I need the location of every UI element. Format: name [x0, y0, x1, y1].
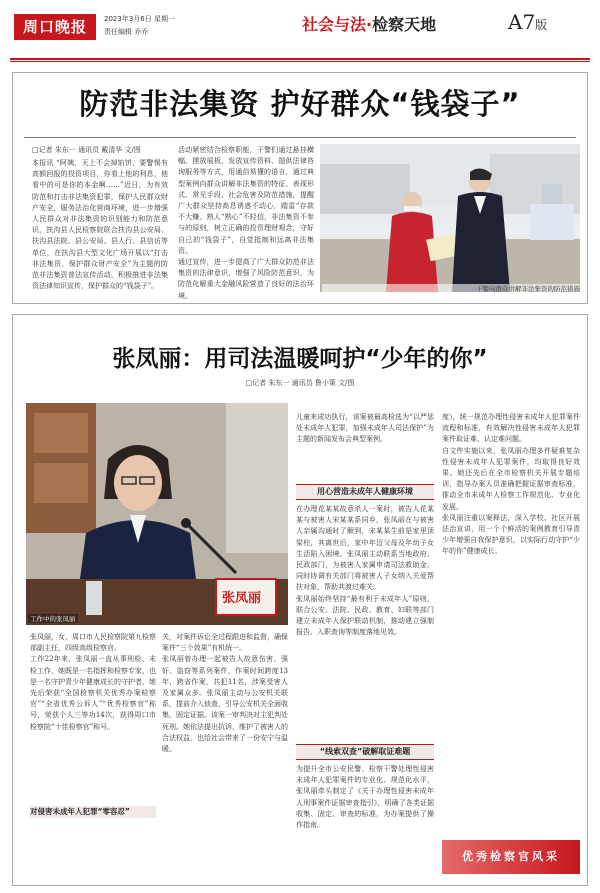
- article-2-column-3-end: 为提升全市公安民警、检察干警处理性侵害未成年人犯罪案件的专业化、规范化水平，张凤丽牵头制定了《关于办理性侵害未成年人刑事案件证据审查指引》，明确了各类证据收集、固定、审查的标准，为办案提供了操作指南。: [296, 765, 434, 830]
- article-1-byline: □记者 朱东一 通讯员 戴清华 文/图: [32, 146, 141, 154]
- header-rule: [10, 58, 590, 60]
- article-2-photo-caption: 工作中的张凤丽: [30, 615, 76, 623]
- article-2-byline: □记者 朱东一 通讯员 鲁小策 文/图: [245, 379, 355, 387]
- article-2-photo: [26, 403, 288, 625]
- article-2-column-3-body: 在办理花某某故意杀人一案时，被告人花某某与被害人宋某某系同乡，张凤丽在与被害人亲属沟通时了解到，宋某某生前是家里顶梁柱，其离世后，家中年迈父母及年幼子女生活陷入困境。张凤丽主动联系当地政府、民政部门，为被害人家属申请司法救助金，同时协调有关部门将被害人子女纳入关爱帮扶对象，帮助其渡过难关。 张凤丽始终坚持“最有利于未成年人”原则，联合公安、法院、民政、教育、妇联等部门建立未成年人保护联动机制，推动建立强制报告、入职查询等制度落地见效。: [296, 505, 434, 637]
- feature-banner: 优秀检察官风采: [442, 840, 580, 874]
- article-1-divider: [24, 137, 576, 138]
- article-2-column-4: 度），统一规范办理性侵害未成年人犯罪案件流程和标准，有效解决性侵害未成年人犯罪案件取证难、认定难问题。 自文件实施以来，张凤丽办理多件疑难复杂性侵害未成年人犯罪案件，均取得良好效果。她还先后在全市检察机关开展专题培训，指导办案人员准确把握证据审查标准，推动全市未成年人检察工作规范化、专业化发展。 张凤丽注重以案释法，深入学校、社区开展法治宣讲，用一个个鲜活的案例教育引导青少年增强自我保护意识，以实际行动守护“少年的你”健康成长。: [442, 413, 580, 556]
- article-2-subhead-1: 用心营造未成年人健康环境: [296, 484, 434, 500]
- article-1-photo-caption: 干警向群众讲解非法集资的防范措施: [322, 284, 580, 293]
- section-separator: ·: [366, 15, 373, 34]
- page-number-value: A7: [508, 10, 536, 34]
- article-1-column-1: 本报讯 “阿姨，天上不会掉馅饼，要警惕有高额回报的投资项目，你看上他的利息，他看中的可是你的本金啊……”近日，为有效防范和打击非法集资犯罪，保护人民群众财产安全，服务法治化营商环境，进一步增强人民群众对非法集资的识别能力和防范意识，扶沟县人民检察院联合扶沟县公安局、扶沟县法院、县公安局、县人行、县信访等单位，在扶沟县大型文化广场开展以“打击非法集资、保护群众财产安全”为主题的防范非法集资普法宣传活动，积极推进非法集资法律知识宣传，保护群众的“钱袋子”。: [32, 159, 168, 291]
- article-2-column-1: 张凤丽，女，周口市人民检察院第九检察部副主任，四级高级检察官。 工作22年来，张凤丽一直从事刑检、未检工作，她既是一名指挥和检察专家，也是一名守护青少年健康成长的守护者，她先后荣获“全国检察机关优秀办案检察官”“全省优秀公诉人”“优秀检察官”称号，荣获个人三等功14次，获得周口市检察院“十佳检察官”称号。: [30, 633, 156, 731]
- issue-editor: 责任编辑 乔乔: [104, 28, 149, 36]
- page-header: [0, 0, 600, 60]
- issue-date: 2023年3月6日 星期一: [104, 15, 175, 23]
- nameplate: 张凤丽: [222, 591, 262, 606]
- article-1-headline: 防范非法集资 护好群众“钱袋子”: [79, 87, 521, 121]
- article-2-headline: 张凤丽：用司法温暖呵护“少年的你”: [112, 346, 488, 372]
- article-2-column-3-intro: 儿童来成功执行，该案被最高检选为“以严惩处未成年人犯罪，加强未成年人司法保护”为主题的新闻发布会典型案例。: [296, 413, 434, 444]
- newspaper-logo: 周口晚报: [14, 14, 96, 40]
- section-title: [302, 12, 436, 35]
- article-1-column-2: 活动紧密结合检察职能，干警们通过悬挂横幅、摆放展板、发放宣传资料、提供法律咨询服务等方式，用通俗易懂的语言，通过典型案例向群众讲解非法集资的特征、表现形式、常见手段、社会危害及防范措施，提醒广大群众坚持高息诱惑不动心，踏雷“存款不大赚、熟人“熟心”不轻信，非法集资不参与的原则，树立正确的投资理财观念，守好自己的“钱袋子”，自觉抵制和远离非法集资。 通过宣传，进一步提高了广大群众防范非法集资的法律意识，增强了风险防范意识，为防范化解重大金融风险营造了良好的法治环境。: [178, 146, 314, 300]
- page-number: [508, 10, 547, 34]
- article-1-photo: [320, 144, 580, 292]
- page-number-suffix: 版: [535, 18, 548, 32]
- article-2-subhead-left: 对侵害未成年人犯罪“零容忍”: [30, 806, 156, 818]
- section-name: 社会与法: [302, 15, 367, 34]
- section-subtitle: 检察天地: [372, 15, 437, 34]
- article-2-column-2: 关，对案件诉讼全过程跟进和监督，确保案件“三个效果”有机统一。 张凤丽曾办理一起被告人故意伤害、强奸、盗窃等系列案件，作案时间跨度13年，跨省作案，共犯11名，涉案受害人及家属众多。张凤丽主动与公安机关联系，提前介入侦查，引导公安机关全面收集、固定证据。该案一审判决对主犯判处死刑。她依法提出抗诉，维护了被害人的合法权益，也给社会带来了一份安宁与温暖。: [162, 633, 288, 754]
- photo-outdoor-scene-icon: [320, 144, 580, 292]
- article-2-subhead-2: “线索双查”破解取证难题: [296, 744, 434, 760]
- header-rule-thin: [10, 61, 590, 62]
